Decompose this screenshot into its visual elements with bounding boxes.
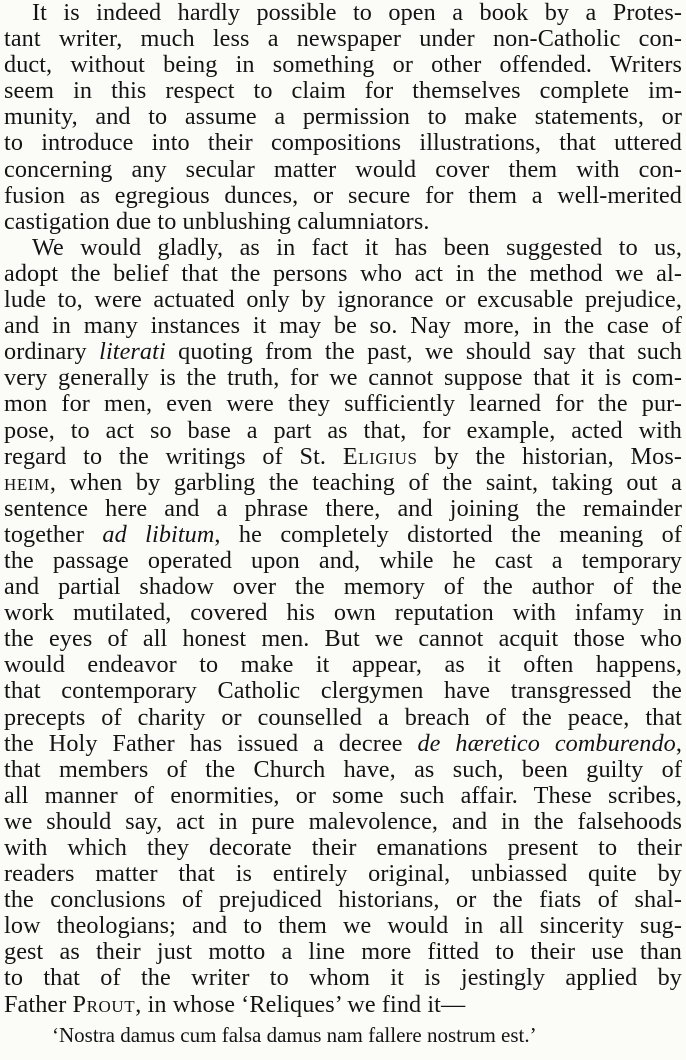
text-line: would endeavor to make it appear, as it often happens, <box>4 651 682 679</box>
text-line: sentence here and a phrase there, and joining the remainder <box>4 494 682 522</box>
text-line: to that of the writer to whom it is jestingly applied by <box>4 964 682 992</box>
text-line: we should say, act in pure malevolence, and in the falsehoods <box>4 807 682 835</box>
text-line: together ad libitum, he completely distorted the meaning of <box>4 520 682 548</box>
text-line: very generally is the truth, for we cannot suppose that it is com- <box>4 364 682 392</box>
text-line: regard to the writings of St. Eligius by the historian, Mos- <box>4 442 682 470</box>
text-line: all manner of enormities, or some such affair. These scribes, <box>4 781 682 809</box>
small-caps-name: heim <box>4 468 50 496</box>
text-line: with which they decorate their emanations present to their <box>4 834 682 861</box>
text-line: and in many instances it may be so. Nay more, in the case of <box>4 312 682 340</box>
text-line: munity, and to assume a permission to make statements, or <box>4 103 682 131</box>
text-line: tant writer, much less a newspaper under non-Catholic con- <box>4 25 682 53</box>
text-line: lude to, were actuated only by ignorance or excusable prejudice, <box>4 286 682 314</box>
text-line: adopt the belief that the persons who act in the method we al- <box>4 259 682 287</box>
text-line: precepts of charity or counselled a breach of the peace, that <box>4 703 682 731</box>
text-line: We would gladly, as in fact it has been suggested to us, <box>32 233 682 261</box>
text-line: castigation due to unblushing calumniators. <box>4 207 430 235</box>
text-line: duct, without being in something or other offended. Writers <box>4 51 682 79</box>
text-line: It is indeed hardly possible to open a book by a Protes- <box>32 0 682 26</box>
small-caps-name: Eligius <box>342 442 418 470</box>
text-line: the eyes of all honest men. But we cannot acquit those who <box>4 625 682 653</box>
text-line: readers matter that is entirely original, unbiassed quite by <box>4 860 682 888</box>
text-line: Father Prout, in whose ‘Reliques’ we find it— <box>4 990 466 1018</box>
text-line: low theologians; and to them we would in all sincerity sug- <box>4 912 682 940</box>
text-column <box>4 0 682 1048</box>
text-line: pose, to act so base a part as that, for example, acted with <box>4 416 682 444</box>
text-line: and partial shadow over the memory of the author of the <box>4 573 682 601</box>
text-line: seem in this respect to claim for themselves complete im- <box>4 77 682 105</box>
italic-phrase: de hæretico comburendo <box>417 729 676 757</box>
text-line: the conclusions of prejudiced historians, or the fiats of shal- <box>4 886 682 914</box>
text-line: mon for men, even were they sufficiently learned for the pur- <box>4 390 682 418</box>
latin-quote: ‘Nostra damus cum falsa damus nam fallere nostrum est.’ <box>52 1022 537 1047</box>
small-caps-name: Prout <box>72 990 136 1018</box>
text-line: that contemporary Catholic clergymen have transgressed the <box>4 677 682 705</box>
text-line: gest as their just motto a line more fitted to their use than <box>4 938 682 966</box>
text-line: fusion as egregious dunces, or secure for them a well-merited <box>4 181 682 209</box>
text-line: ordinary literati quoting from the past, we should say that such <box>4 338 682 366</box>
text-line: that members of the Church have, as such, been guilty of <box>4 755 682 783</box>
italic-phrase: literati <box>99 338 166 366</box>
text-line: the Holy Father has issued a decree de hæretico comburendo, <box>4 729 682 757</box>
paragraph <box>4 0 682 235</box>
text-line: work mutilated, covered his own reputation with infamy in <box>4 599 682 627</box>
text-line: the passage operated upon and, while he cast a temporary <box>4 546 682 574</box>
text-line: to introduce into their compositions illustrations, that uttered <box>4 129 682 157</box>
paragraph <box>4 235 682 1018</box>
text-line: concerning any secular matter would cover them with con- <box>4 155 682 183</box>
text-line: heim, when by garbling the teaching of the saint, taking out a <box>4 468 682 496</box>
italic-phrase: ad libitum <box>102 520 215 548</box>
